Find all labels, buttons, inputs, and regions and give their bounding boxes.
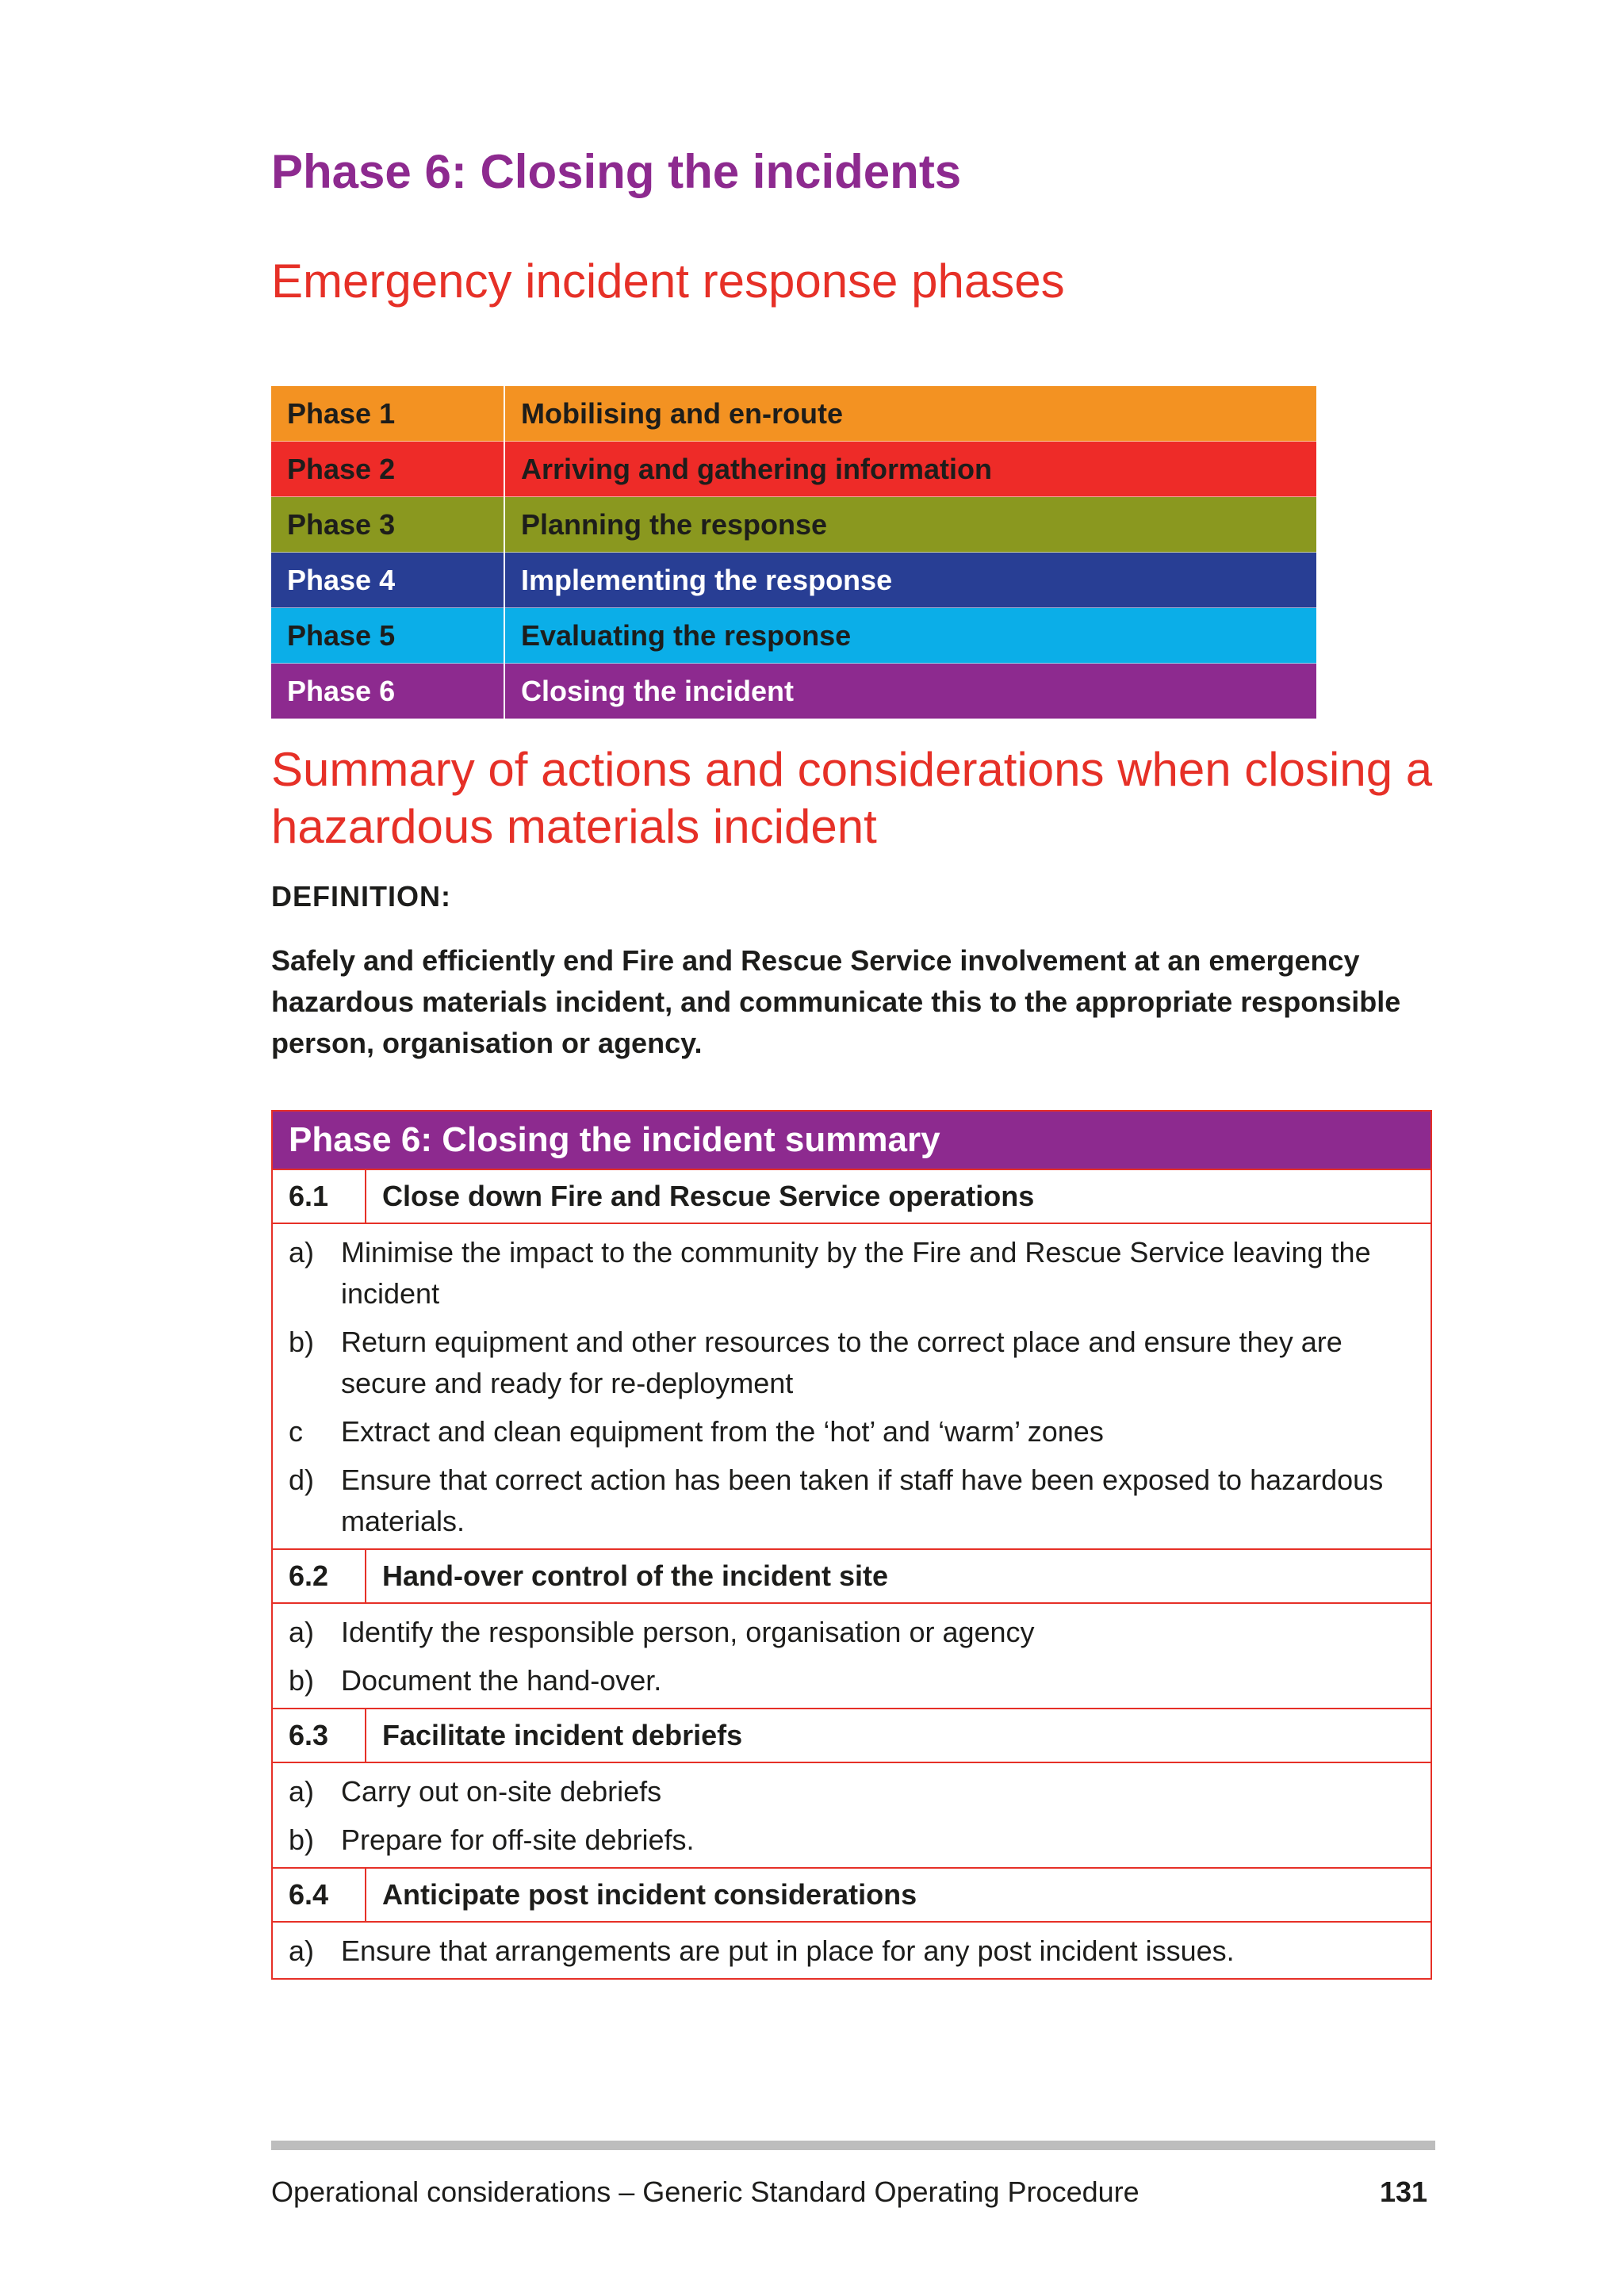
item-text: Prepare for off-site debriefs. [341,1823,695,1856]
summary-section-row [273,1548,1431,1602]
list-item [273,1411,1431,1452]
phase-number: Phase 6 [271,664,504,719]
phase-row [271,608,1316,664]
item-text: Carry out on-site debriefs [341,1775,662,1808]
section-items [273,1602,1431,1708]
section-heading: Emergency incident response phases [271,254,1065,308]
phase-name: Evaluating the response [504,608,1316,664]
summary-table-header: Phase 6: Closing the incident summary [273,1112,1431,1169]
item-letter: b) [289,1326,315,1358]
phase-number: Phase 3 [271,497,504,553]
phase-name: Implementing the response [504,553,1316,608]
phase-name: Planning the response [504,497,1316,553]
phase-row [271,553,1316,608]
section-title: Facilitate incident debriefs [382,1719,743,1751]
section-items [273,1762,1431,1867]
section-number: 6.3 [273,1709,366,1762]
phase-name: Arriving and gathering information [504,442,1316,497]
summary-section-row [273,1169,1431,1223]
list-item [273,1612,1431,1653]
phase-number: Phase 4 [271,553,504,608]
item-letter: a) [289,1934,315,1967]
list-item [273,1232,1431,1314]
item-text: Identify the responsible person, organisation or agency [341,1616,1035,1648]
item-text: Ensure that correct action has been taken if staff have been exposed to hazardous materials. [341,1464,1384,1537]
item-text: Extract and clean equipment from the ‘hot’ and ‘warm’ zones [341,1415,1104,1448]
definition-text: Safely and efficiently end Fire and Rescue Service involvement at an emergency hazardous materials incident, and communicate this to the appropriate responsible person, organisation or agency. [271,944,1401,1059]
phase-number: Phase 2 [271,442,504,497]
item-text: Return equipment and other resources to the correct place and ensure they are secure and ready for re-deployment [341,1326,1342,1399]
summary-table [271,1110,1432,1980]
summary-table-body [273,1169,1431,1978]
item-text: Document the hand-over. [341,1664,662,1697]
list-item [273,1931,1431,1972]
list-item [273,1322,1431,1404]
phase-number: Phase 5 [271,608,504,664]
item-letter: a) [289,1616,315,1648]
list-item [273,1660,1431,1701]
item-text: Minimise the impact to the community by the Fire and Rescue Service leaving the incident [341,1236,1371,1310]
list-item [273,1771,1431,1812]
item-letter: b) [289,1664,315,1697]
item-letter: d) [289,1464,315,1496]
page-number: 131 [1380,2175,1428,2208]
footer-title: Operational considerations – Generic Standard Operating Procedure [271,2175,1139,2208]
section-items [273,1921,1431,1978]
summary-heading: Summary of actions and considerations when closing a hazardous materials incident [271,743,1433,853]
list-item [273,1820,1431,1861]
footer-divider [271,2141,1435,2150]
section-number: 6.4 [273,1869,366,1921]
item-letter: c [289,1415,303,1448]
phase-row [271,497,1316,553]
section-number: 6.1 [273,1170,366,1223]
item-letter: b) [289,1823,315,1856]
summary-section-row [273,1708,1431,1762]
section-items [273,1223,1431,1548]
section-title: Anticipate post incident considerations [382,1878,917,1911]
phase-row [271,442,1316,497]
item-text: Ensure that arrangements are put in place for any post incident issues. [341,1934,1235,1967]
phase-name: Mobilising and en-route [504,386,1316,442]
item-letter: a) [289,1236,315,1269]
section-title: Hand-over control of the incident site [382,1559,889,1592]
section-number: 6.2 [273,1550,366,1602]
phase-row [271,386,1316,442]
phase-number: Phase 1 [271,386,504,442]
phase-name: Closing the incident [504,664,1316,719]
definition-label: DEFINITION: [271,880,451,913]
page-title: Phase 6: Closing the incidents [271,145,962,198]
phase-row [271,664,1316,719]
list-item [273,1460,1431,1542]
phases-table [271,386,1316,719]
item-letter: a) [289,1775,315,1808]
section-title: Close down Fire and Rescue Service operations [382,1180,1035,1212]
summary-section-row [273,1867,1431,1921]
